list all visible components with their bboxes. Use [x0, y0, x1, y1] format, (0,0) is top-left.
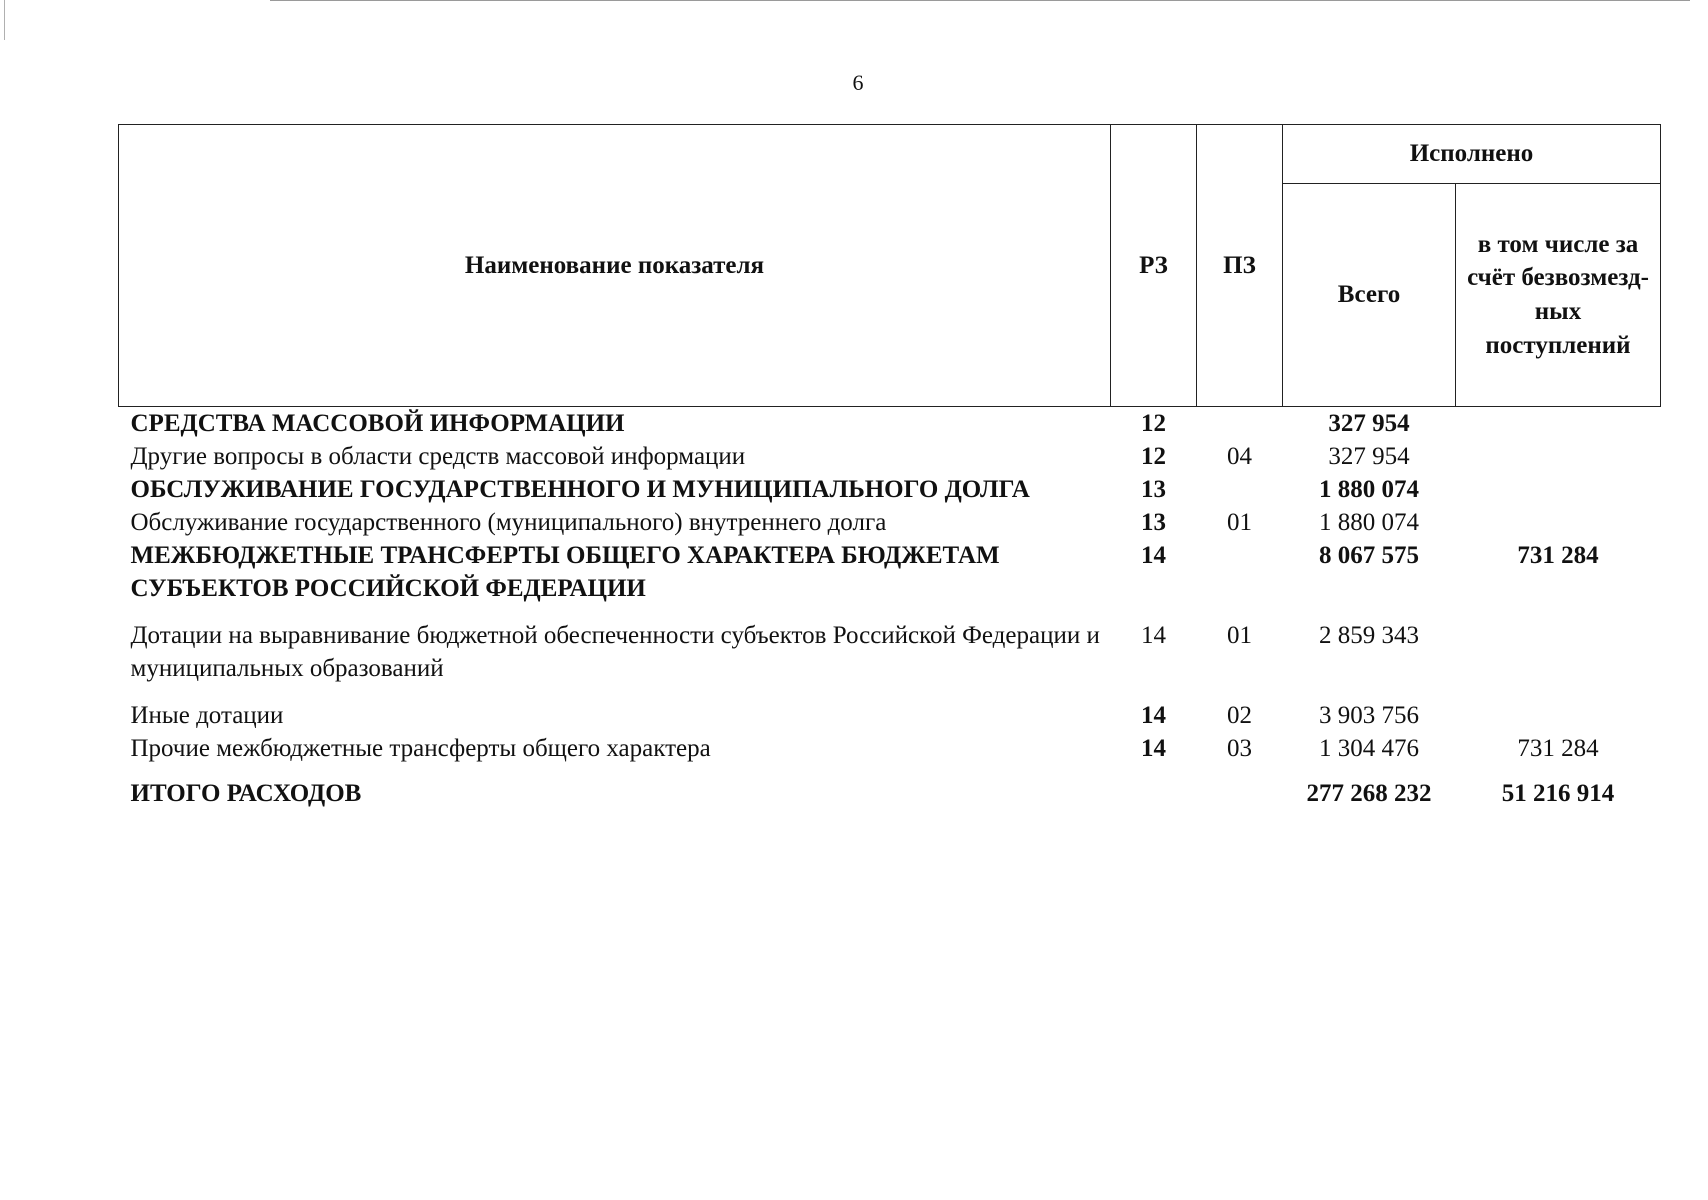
header-rz: РЗ: [1111, 125, 1197, 407]
table-row-grand-total: [119, 765, 1661, 810]
row-grant: [1456, 473, 1661, 506]
total-rz: [1111, 765, 1197, 810]
row-grant: [1456, 440, 1661, 473]
table-row-media: [119, 407, 1661, 441]
table-row-other-transfers: [119, 732, 1661, 765]
row-rz: 14: [1141, 622, 1166, 649]
total-grant-value: 51 216 914: [1501, 780, 1615, 807]
row-total: 1 880 074: [1319, 509, 1419, 536]
row-rz: 14: [1141, 702, 1166, 729]
row-grant: [1456, 506, 1661, 539]
scan-edge-line: [270, 0, 1690, 1]
table-row-media-other: [119, 440, 1661, 473]
row-pz: 02: [1227, 702, 1252, 729]
scan-edge-mark: [4, 0, 5, 40]
row-rz: 14: [1141, 735, 1166, 762]
row-pz: [1197, 473, 1283, 506]
total-pz: [1197, 765, 1283, 810]
row-pz: 04: [1227, 443, 1252, 470]
row-total: 2 859 343: [1319, 622, 1419, 649]
budget-table: [118, 124, 1661, 810]
row-name: Иные дотации: [130, 702, 284, 729]
row-rz: 12: [1141, 410, 1166, 437]
page-number: 6: [852, 70, 864, 95]
row-total: 327 954: [1328, 443, 1410, 470]
row-rz: 12: [1141, 443, 1166, 470]
row-rz: 14: [1141, 542, 1166, 569]
table-row-equalization-grants: [119, 619, 1661, 699]
row-name: СРЕДСТВА МАССОВОЙ ИНФОРМАЦИИ: [130, 410, 625, 437]
table-row-other-grants: [119, 699, 1661, 732]
row-grant: [1456, 619, 1661, 699]
row-pz: 03: [1227, 735, 1252, 762]
row-pz: 01: [1227, 509, 1252, 536]
header-name: Наименование показателя: [119, 125, 1111, 407]
table-row-internal-debt: [119, 506, 1661, 539]
table-row-interbudget-transfers: [119, 539, 1661, 619]
table-row-debt-service: [119, 473, 1661, 506]
row-grant: 731 284: [1517, 542, 1599, 569]
row-total: 1 304 476: [1319, 735, 1419, 762]
row-name: Прочие межбюджетные трансферты общего характера: [130, 735, 711, 762]
row-total: 8 067 575: [1319, 542, 1419, 569]
row-grant: [1456, 407, 1661, 441]
row-grant: 731 284: [1517, 735, 1599, 762]
row-total: 1 880 074: [1319, 476, 1419, 503]
row-name: Другие вопросы в области средств массовой информации: [130, 443, 746, 470]
row-name: Дотации на выравнивание бюджетной обеспеченности субъектов Российской Федерации и муниципальных образований: [130, 622, 1100, 682]
row-grant: [1456, 699, 1661, 732]
row-rz: 13: [1141, 476, 1166, 503]
row-total: 3 903 756: [1319, 702, 1419, 729]
total-value: 277 268 232: [1306, 780, 1432, 807]
row-total: 327 954: [1328, 410, 1410, 437]
row-pz: 01: [1227, 622, 1252, 649]
total-name: ИТОГО РАСХОДОВ: [130, 780, 362, 807]
header-pz: ПЗ: [1197, 125, 1283, 407]
header-total: Всего: [1283, 184, 1456, 407]
row-name: МЕЖБЮДЖЕТНЫЕ ТРАНСФЕРТЫ ОБЩЕГО ХАРАКТЕРА БЮДЖЕТАМ СУБЪЕКТОВ РОССИЙСКОЙ ФЕДЕРАЦИИ: [130, 542, 1000, 602]
row-name: ОБСЛУЖИВАНИЕ ГОСУДАРСТВЕННОГО И МУНИЦИПАЛЬНОГО ДОЛГА: [130, 476, 1030, 503]
header-executed: Исполнено: [1283, 125, 1661, 184]
row-pz: [1197, 539, 1283, 619]
row-pz: [1197, 407, 1283, 441]
header-grant: в том числе за счёт безвозмезд-ных поступлений: [1456, 184, 1661, 407]
row-name: Обслуживание государственного (муниципального) внутреннего долга: [130, 509, 887, 536]
row-rz: 13: [1141, 509, 1166, 536]
